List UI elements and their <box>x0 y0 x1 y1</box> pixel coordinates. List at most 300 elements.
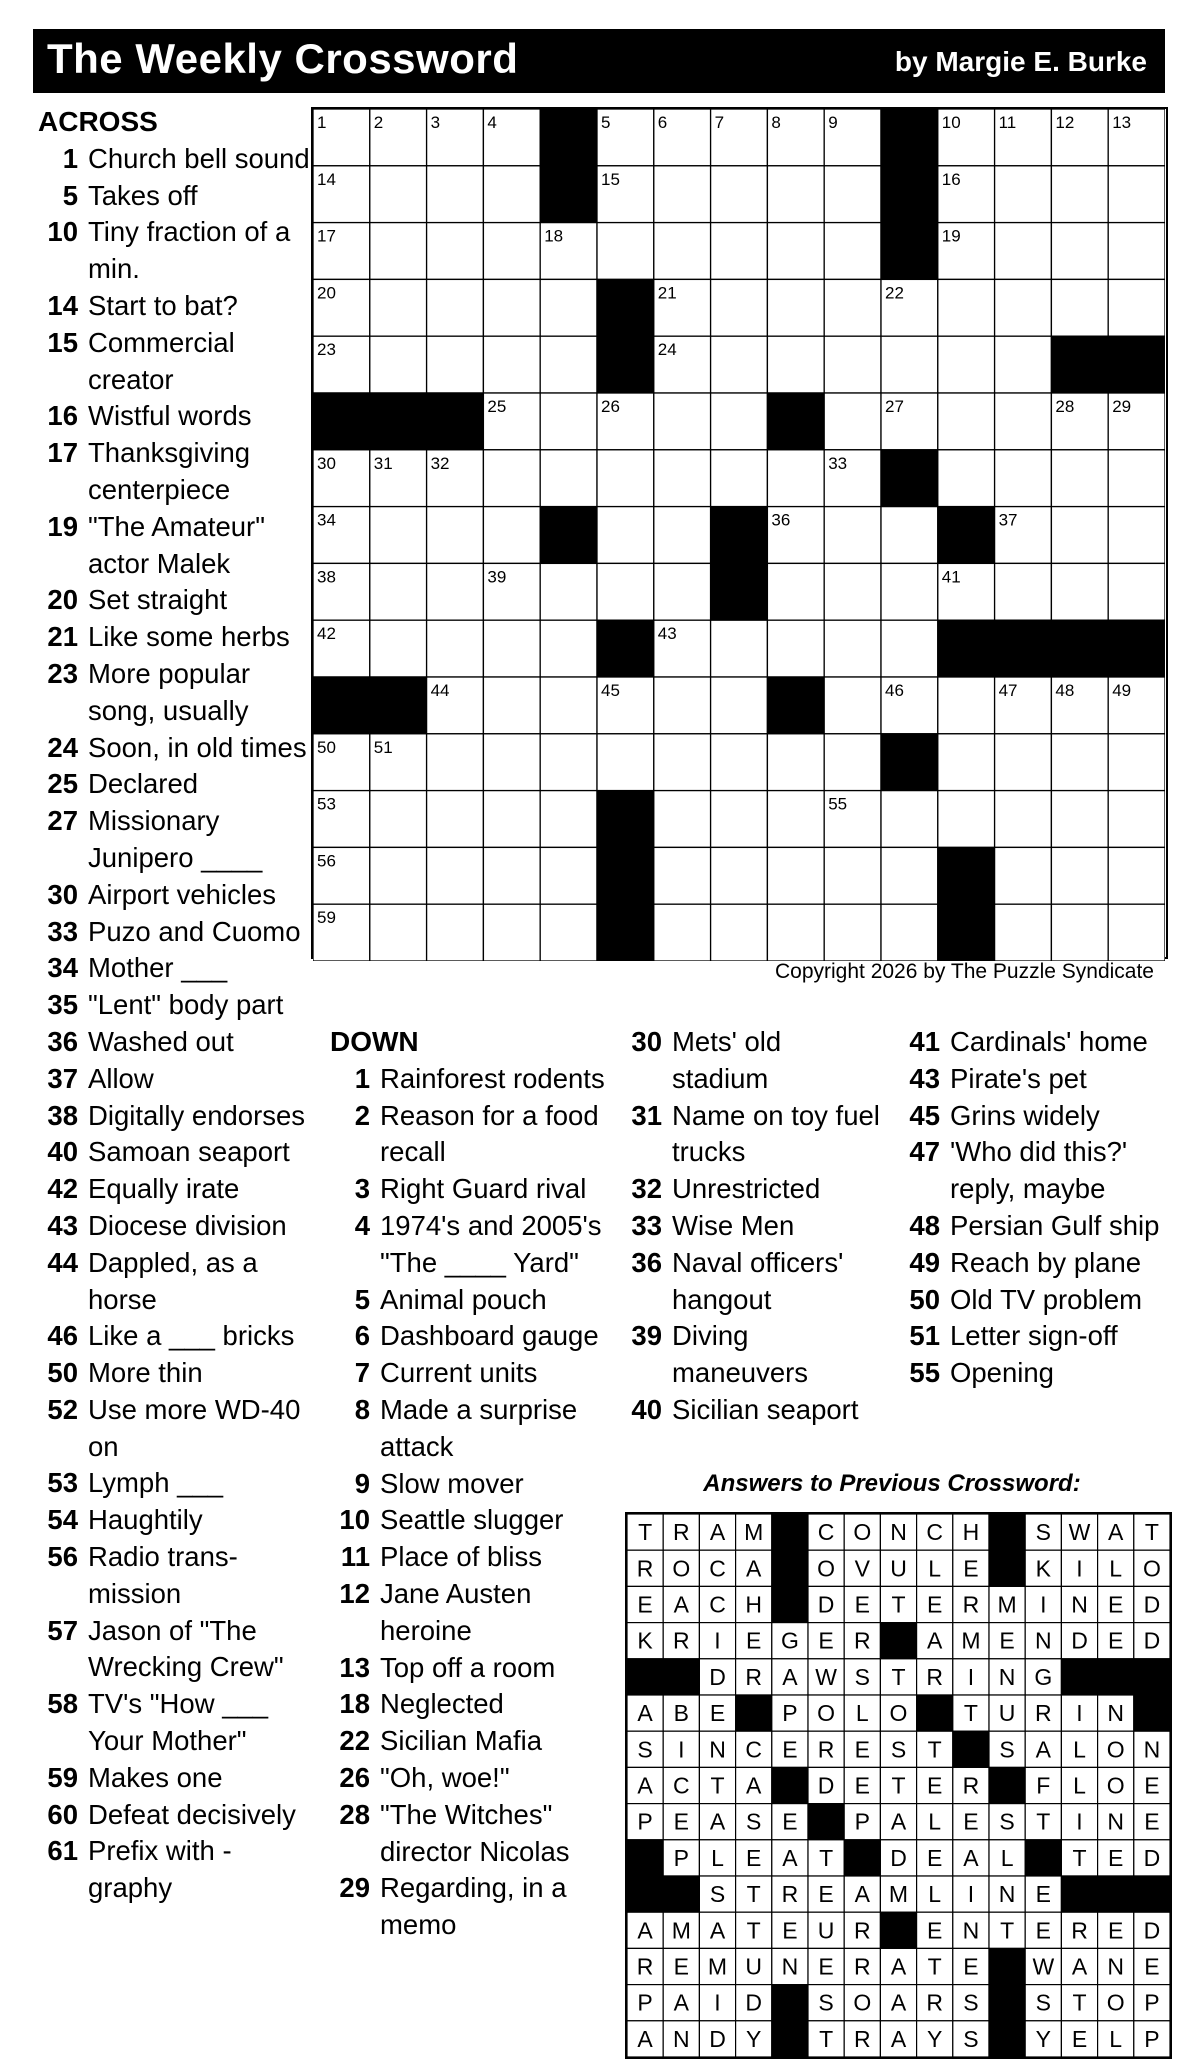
grid-cell[interactable] <box>995 847 1052 904</box>
grid-cell[interactable] <box>995 166 1052 223</box>
grid-cell[interactable] <box>370 336 427 393</box>
cell-number: 15 <box>601 169 620 189</box>
clue-across-56[interactable] <box>38 1539 313 1613</box>
grid-cell[interactable] <box>824 563 881 620</box>
clue-across-36[interactable] <box>38 1024 313 1061</box>
grid-cell[interactable] <box>483 507 540 564</box>
grid-cell[interactable] <box>995 450 1052 507</box>
grid-cell[interactable] <box>767 620 824 677</box>
grid-cell[interactable] <box>370 904 427 961</box>
clue-across-16[interactable] <box>38 398 313 435</box>
grid-cell[interactable] <box>427 734 484 791</box>
grid-cell[interactable] <box>767 563 824 620</box>
grid-cell[interactable] <box>483 904 540 961</box>
clue-down-28[interactable] <box>330 1797 620 1871</box>
clue-down-9[interactable] <box>330 1466 620 1503</box>
clue-down-13[interactable] <box>330 1650 620 1687</box>
grid-cell[interactable] <box>824 620 881 677</box>
grid-cell[interactable] <box>654 223 711 280</box>
answer-letter: E <box>963 1953 979 1980</box>
grid-cell[interactable] <box>370 166 427 223</box>
grid-cell[interactable] <box>1108 791 1165 848</box>
clue-down-7[interactable] <box>330 1355 620 1392</box>
clue-down-48[interactable] <box>900 1208 1175 1245</box>
clue-text: Lymph ___ <box>88 1467 224 1499</box>
answer-letter: C <box>709 1555 726 1582</box>
clue-down-31[interactable] <box>622 1098 882 1172</box>
grid-cell[interactable] <box>1108 847 1165 904</box>
grid-cell[interactable] <box>1051 563 1108 620</box>
answer-letter: I <box>678 1736 685 1763</box>
clue-down-39[interactable] <box>622 1318 882 1392</box>
grid-cell[interactable] <box>597 223 654 280</box>
clue-across-20[interactable] <box>38 582 313 619</box>
block-cell <box>881 109 938 166</box>
clue-across-60[interactable] <box>38 1797 313 1834</box>
clue-across-52[interactable] <box>38 1392 313 1466</box>
clue-down-36[interactable] <box>622 1245 882 1319</box>
grid-cell[interactable] <box>1108 450 1165 507</box>
clue-down-11[interactable] <box>330 1539 620 1576</box>
grid-cell[interactable] <box>427 620 484 677</box>
grid-cell[interactable] <box>540 847 597 904</box>
grid-cell[interactable] <box>1108 279 1165 336</box>
grid-cell[interactable] <box>1108 904 1165 961</box>
clue-across-53[interactable] <box>38 1465 313 1502</box>
clue-across-40[interactable] <box>38 1134 313 1171</box>
clue-across-15[interactable] <box>38 325 313 399</box>
grid-cell[interactable] <box>370 223 427 280</box>
grid-cell[interactable] <box>881 563 938 620</box>
grid-cell[interactable] <box>483 847 540 904</box>
answer-letter: P <box>782 1700 798 1727</box>
grid-cell[interactable] <box>881 791 938 848</box>
clue-across-14[interactable] <box>38 288 313 325</box>
grid-cell[interactable] <box>824 279 881 336</box>
grid-cell[interactable] <box>1051 791 1108 848</box>
grid-cell[interactable] <box>427 904 484 961</box>
grid-cell[interactable] <box>824 166 881 223</box>
grid-cell[interactable] <box>767 791 824 848</box>
block-cell <box>881 450 938 507</box>
clue-down-2[interactable] <box>330 1098 620 1172</box>
clue-text: Declared <box>88 768 199 800</box>
grid-cell[interactable] <box>1108 223 1165 280</box>
answer-letter: E <box>818 1627 834 1654</box>
crossword-grid[interactable] <box>311 107 1168 959</box>
clue-across-50[interactable] <box>38 1355 313 1392</box>
clue-text: Makes one <box>88 1761 223 1793</box>
down-clues-col-1 <box>330 1024 620 1944</box>
grid-cell[interactable] <box>370 620 427 677</box>
grid-cell[interactable] <box>711 677 768 734</box>
answer-letter: T <box>746 1881 761 1908</box>
clue-across-19[interactable] <box>38 509 313 583</box>
grid-cell[interactable] <box>1108 734 1165 791</box>
clue-text: Wistful words <box>88 400 252 432</box>
grid-cell[interactable] <box>824 393 881 450</box>
clue-across-30[interactable] <box>38 877 313 914</box>
grid-cell[interactable] <box>483 223 540 280</box>
grid-cell[interactable] <box>540 563 597 620</box>
grid-cell[interactable] <box>540 677 597 734</box>
clue-down-49[interactable] <box>900 1245 1175 1282</box>
cell-number: 55 <box>828 794 848 814</box>
answer-letter: E <box>1108 1591 1124 1618</box>
clue-across-42[interactable] <box>38 1171 313 1208</box>
block-cell <box>597 847 654 904</box>
cell-number: 32 <box>430 453 450 473</box>
grid-cell[interactable] <box>370 847 427 904</box>
clue-across-35[interactable] <box>38 987 313 1024</box>
clue-down-5[interactable] <box>330 1282 620 1319</box>
grid-cell[interactable] <box>427 507 484 564</box>
grid-cell[interactable] <box>824 734 881 791</box>
grid-cell[interactable] <box>824 677 881 734</box>
answer-letter: A <box>637 1700 653 1727</box>
clue-across-58[interactable] <box>38 1686 313 1760</box>
grid-cell[interactable] <box>938 279 995 336</box>
answer-letter: A <box>782 1663 798 1690</box>
clue-across-59[interactable] <box>38 1760 313 1797</box>
grid-cell[interactable] <box>483 734 540 791</box>
clue-number: 31 <box>631 1099 662 1131</box>
answer-letter: R <box>817 1736 835 1763</box>
grid-cell[interactable] <box>540 279 597 336</box>
clue-number: 56 <box>47 1541 78 1573</box>
grid-cell[interactable] <box>597 450 654 507</box>
grid-cell[interactable] <box>767 847 824 904</box>
clue-across-54[interactable] <box>38 1502 313 1539</box>
page-title: The Weekly Crossword <box>47 35 519 82</box>
grid-cell[interactable] <box>483 677 540 734</box>
clue-down-41[interactable] <box>900 1024 1175 1061</box>
clue-down-30[interactable] <box>622 1024 882 1098</box>
clue-number: 9 <box>354 1467 370 1499</box>
answer-letter: N <box>781 1953 799 1980</box>
grid-cell[interactable] <box>483 791 540 848</box>
clue-across-33[interactable] <box>38 914 313 951</box>
clue-text: Haughtily <box>88 1504 203 1536</box>
grid-cell[interactable] <box>1108 563 1165 620</box>
grid-cell[interactable] <box>938 336 995 393</box>
block-cell <box>767 677 824 734</box>
grid-cell[interactable] <box>540 904 597 961</box>
grid-cell[interactable] <box>938 450 995 507</box>
answer-letter: T <box>1072 1844 1087 1871</box>
grid-cell[interactable] <box>824 507 881 564</box>
answer-letter: S <box>890 1736 907 1763</box>
answer-letter: E <box>1071 2025 1088 2052</box>
grid-cell[interactable] <box>711 450 768 507</box>
grid-cell[interactable] <box>483 620 540 677</box>
cell-number: 19 <box>941 226 961 246</box>
clue-across-34[interactable] <box>38 950 313 987</box>
answer-letter: K <box>1035 1555 1051 1582</box>
clue-down-6[interactable] <box>330 1318 620 1355</box>
grid-cell[interactable] <box>767 336 824 393</box>
answer-letter: E <box>1144 1808 1160 1835</box>
grid-cell[interactable] <box>938 791 995 848</box>
clue-down-3[interactable] <box>330 1171 620 1208</box>
grid-cell[interactable] <box>767 279 824 336</box>
clue-down-45[interactable] <box>900 1098 1175 1135</box>
grid-cell[interactable] <box>1108 507 1165 564</box>
grid-cell[interactable] <box>767 223 824 280</box>
grid-cell[interactable] <box>370 507 427 564</box>
grid-cell[interactable] <box>711 620 768 677</box>
clue-across-24[interactable] <box>38 730 313 767</box>
answer-block <box>1061 1876 1097 1912</box>
grid-cell[interactable] <box>1051 507 1108 564</box>
grid-cell[interactable] <box>427 279 484 336</box>
clue-number: 30 <box>631 1026 662 1057</box>
grid-cell[interactable] <box>1051 279 1108 336</box>
answer-block <box>880 1623 916 1659</box>
clue-number: 32 <box>631 1173 662 1205</box>
grid-cell[interactable] <box>540 734 597 791</box>
grid-cell[interactable] <box>427 563 484 620</box>
grid-cell[interactable] <box>597 563 654 620</box>
cell-number: 42 <box>317 624 336 644</box>
cell-number: 47 <box>998 681 1018 700</box>
clue-down-29[interactable] <box>330 1870 620 1944</box>
grid-cell[interactable] <box>654 166 711 223</box>
grid-cell[interactable] <box>711 393 768 450</box>
answer-letter: O <box>1142 1555 1161 1582</box>
clue-number: 49 <box>909 1246 940 1278</box>
grid-cell[interactable] <box>995 279 1052 336</box>
clue-number: 2 <box>354 1099 370 1131</box>
grid-cell[interactable] <box>654 393 711 450</box>
answer-letter: D <box>1143 1591 1161 1618</box>
answer-letter: T <box>1072 1989 1087 2016</box>
answer-letter: I <box>1040 1591 1047 1618</box>
clue-down-55[interactable] <box>900 1355 1175 1392</box>
grid-cell[interactable] <box>540 620 597 677</box>
cell-number: 51 <box>373 737 393 757</box>
grid-cell[interactable] <box>711 279 768 336</box>
answer-letter: T <box>1000 1917 1015 1944</box>
grid-cell[interactable] <box>711 336 768 393</box>
grid-cell[interactable] <box>483 336 540 393</box>
grid-cell[interactable] <box>654 507 711 564</box>
grid-cell[interactable] <box>995 336 1052 393</box>
grid-cell[interactable] <box>1051 847 1108 904</box>
answer-letter: A <box>854 1881 870 1908</box>
grid-cell[interactable] <box>427 847 484 904</box>
clue-text: "Lent" body part <box>88 989 284 1021</box>
answer-letter: L <box>1073 1772 1086 1799</box>
clue-across-17[interactable] <box>38 435 313 509</box>
clue-across-44[interactable] <box>38 1245 313 1319</box>
clue-down-50[interactable] <box>900 1282 1175 1319</box>
grid-cell[interactable] <box>1051 450 1108 507</box>
grid-cell[interactable] <box>654 563 711 620</box>
clue-across-5[interactable] <box>38 178 313 215</box>
grid-cell[interactable] <box>824 336 881 393</box>
answer-block <box>663 1876 699 1912</box>
grid-cell[interactable] <box>995 904 1052 961</box>
clue-text: Like some herbs <box>88 621 290 653</box>
answer-letter: C <box>745 1736 763 1763</box>
grid-cell[interactable] <box>427 336 484 393</box>
across-clues <box>38 104 313 1907</box>
clue-down-47[interactable] <box>900 1134 1175 1208</box>
answer-letter: T <box>1036 1808 1051 1835</box>
grid-cell[interactable] <box>1108 166 1165 223</box>
grid-cell[interactable] <box>370 791 427 848</box>
grid-cell[interactable] <box>881 507 938 564</box>
block-cell <box>938 507 995 564</box>
grid-cell[interactable] <box>767 166 824 223</box>
clue-across-27[interactable] <box>38 803 313 877</box>
grid-cell[interactable] <box>597 507 654 564</box>
grid-cell[interactable] <box>427 223 484 280</box>
answer-letter: C <box>817 1519 835 1546</box>
grid-cell[interactable] <box>540 336 597 393</box>
grid-cell[interactable] <box>654 791 711 848</box>
grid-cell[interactable] <box>654 450 711 507</box>
clue-down-32[interactable] <box>622 1171 882 1208</box>
grid-cell[interactable] <box>1051 734 1108 791</box>
clue-down-10[interactable] <box>330 1502 620 1539</box>
clue-across-61[interactable] <box>38 1833 313 1907</box>
grid-cell[interactable] <box>995 563 1052 620</box>
answer-letter: S <box>637 1736 653 1763</box>
grid-cell[interactable] <box>370 563 427 620</box>
clue-down-4[interactable] <box>330 1208 620 1282</box>
grid-cell[interactable] <box>995 791 1052 848</box>
cell-number: 43 <box>657 624 677 644</box>
grid-cell[interactable] <box>654 904 711 961</box>
grid-cell[interactable] <box>995 223 1052 280</box>
clue-down-22[interactable] <box>330 1723 620 1760</box>
answer-letter: L <box>711 1844 724 1871</box>
answer-block <box>663 1659 699 1695</box>
grid-cell[interactable] <box>995 393 1052 450</box>
grid-cell[interactable] <box>483 450 540 507</box>
clue-text: Seattle slugger <box>380 1504 564 1536</box>
clue-text: Naval officers' hangout <box>672 1246 844 1315</box>
answer-letter: N <box>1107 1700 1125 1727</box>
grid-svg[interactable] <box>313 109 1165 961</box>
grid-cell[interactable] <box>1051 904 1108 961</box>
answer-letter: O <box>817 1555 836 1582</box>
clue-across-57[interactable] <box>38 1613 313 1687</box>
clue-across-43[interactable] <box>38 1208 313 1245</box>
grid-cell[interactable] <box>654 847 711 904</box>
clue-number: 36 <box>47 1025 78 1057</box>
grid-cell[interactable] <box>711 734 768 791</box>
grid-cell[interactable] <box>938 734 995 791</box>
grid-cell[interactable] <box>711 791 768 848</box>
answer-letter: N <box>1034 1627 1052 1654</box>
grid-cell[interactable] <box>995 734 1052 791</box>
clue-down-8[interactable] <box>330 1392 620 1466</box>
grid-cell[interactable] <box>483 279 540 336</box>
clue-text: Opening <box>950 1357 1054 1389</box>
clue-number: 3 <box>354 1173 370 1205</box>
clue-down-51[interactable] <box>900 1318 1175 1355</box>
clue-number: 60 <box>47 1798 78 1830</box>
answer-letter: R <box>853 1627 871 1654</box>
grid-cell[interactable] <box>767 904 824 961</box>
clue-across-10[interactable] <box>38 214 313 288</box>
grid-cell[interactable] <box>370 279 427 336</box>
clue-text: Start to bat? <box>88 289 238 321</box>
clue-number: 40 <box>47 1136 78 1168</box>
grid-cell[interactable] <box>881 847 938 904</box>
clue-down-26[interactable] <box>330 1760 620 1797</box>
grid-cell[interactable] <box>824 847 881 904</box>
grid-cell[interactable] <box>427 791 484 848</box>
grid-cell[interactable] <box>938 677 995 734</box>
clue-across-1[interactable] <box>38 141 313 178</box>
grid-cell[interactable] <box>881 336 938 393</box>
grid-cell[interactable] <box>1051 166 1108 223</box>
grid-cell[interactable] <box>824 223 881 280</box>
grid-cell[interactable] <box>767 734 824 791</box>
grid-cell[interactable] <box>824 904 881 961</box>
grid-cell[interactable] <box>1051 223 1108 280</box>
clue-number: 39 <box>631 1320 662 1352</box>
clue-down-43[interactable] <box>900 1061 1175 1098</box>
clue-down-12[interactable] <box>330 1576 620 1650</box>
answer-letter: E <box>1108 1627 1124 1654</box>
clue-down-33[interactable] <box>622 1208 882 1245</box>
clue-across-46[interactable] <box>38 1318 313 1355</box>
clue-number: 1 <box>62 142 78 174</box>
grid-cell[interactable] <box>881 904 938 961</box>
grid-cell[interactable] <box>540 791 597 848</box>
clue-across-38[interactable] <box>38 1098 313 1135</box>
clue-across-23[interactable] <box>38 656 313 730</box>
clue-down-18[interactable] <box>330 1686 620 1723</box>
clue-across-37[interactable] <box>38 1061 313 1098</box>
grid-cell[interactable] <box>427 166 484 223</box>
grid-cell[interactable] <box>483 166 540 223</box>
grid-cell[interactable] <box>711 904 768 961</box>
answer-letter: N <box>1107 1953 1125 1980</box>
grid-cell[interactable] <box>654 677 711 734</box>
grid-cell[interactable] <box>540 450 597 507</box>
clue-down-40[interactable] <box>622 1392 882 1429</box>
answer-letter: M <box>744 1519 764 1546</box>
clue-across-21[interactable] <box>38 619 313 656</box>
answer-block <box>772 2021 808 2057</box>
clue-down-1[interactable] <box>330 1061 620 1098</box>
grid-cell[interactable] <box>597 734 654 791</box>
answer-letter: R <box>1071 1917 1088 1944</box>
grid-cell[interactable] <box>881 620 938 677</box>
grid-cell[interactable] <box>654 734 711 791</box>
clue-text: More popular song, usually <box>88 657 251 726</box>
clue-text: Mets' old stadium <box>672 1026 782 1094</box>
grid-cell[interactable] <box>540 393 597 450</box>
grid-cell[interactable] <box>767 450 824 507</box>
grid-cell[interactable] <box>711 847 768 904</box>
answer-letter: W <box>815 1663 837 1690</box>
grid-cell[interactable] <box>711 166 768 223</box>
answer-letter: N <box>998 1881 1016 1908</box>
header-bar <box>33 29 1165 93</box>
grid-cell[interactable] <box>711 223 768 280</box>
answer-letter: E <box>818 1881 834 1908</box>
grid-cell[interactable] <box>938 393 995 450</box>
answer-block <box>1134 1876 1170 1912</box>
clue-across-25[interactable] <box>38 766 313 803</box>
